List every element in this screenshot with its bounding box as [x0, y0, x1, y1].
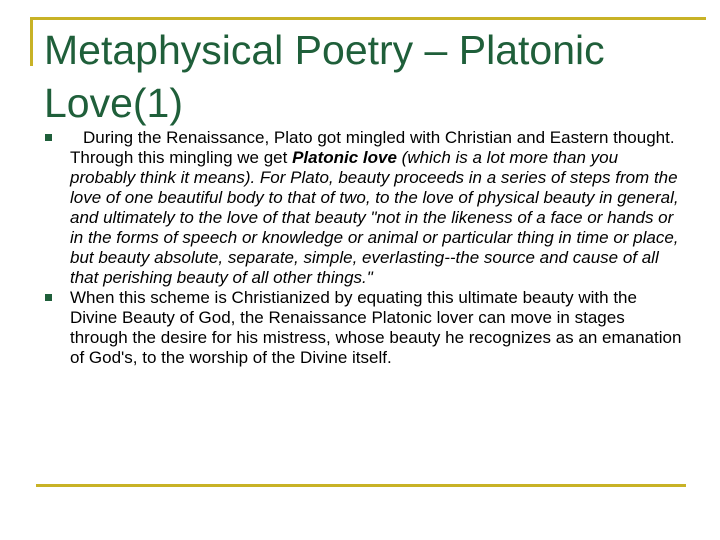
square-bullet-icon: [45, 134, 52, 141]
bullet-1-emphasis: Platonic love: [292, 148, 397, 167]
left-accent-rule: [30, 17, 33, 66]
bullet-1-lead: During the Renaissance, Plato got mingled with Christian and Eastern thought. Through this mingling we get: [70, 128, 675, 167]
bullet-item-2: [42, 288, 682, 368]
bottom-accent-rule: [36, 484, 686, 487]
square-bullet-icon: [45, 294, 52, 301]
bullet-2-text: When this scheme is Christianized by equating this ultimate beauty with the Divine Beauty of God, the Renaissance Platonic lover can move in stages through the desire for his mistress, whose beauty he recognizes as an emanation of God's, to the worship of the Divine itself.: [70, 288, 682, 367]
bullet-list: [42, 128, 682, 368]
top-accent-rule: [30, 17, 706, 20]
slide-title: Metaphysical Poetry – Platonic Love(1): [44, 27, 605, 126]
bullet-item-1: [42, 128, 682, 288]
bullet-1-rest: (which is a lot more than you probably think it means). For Plato, beauty proceeds in a series of steps from the love of one beautiful body to that of two, to the love of physical beauty in general, and ultimately to the love of that beauty "not in the likeness of a face or hands or in the forms of speech or knowledge or animal or particular thing in time or place, but beauty absolute, separate, simple, everlasting--the source and cause of all that perishing beauty of all other things.": [70, 148, 679, 287]
